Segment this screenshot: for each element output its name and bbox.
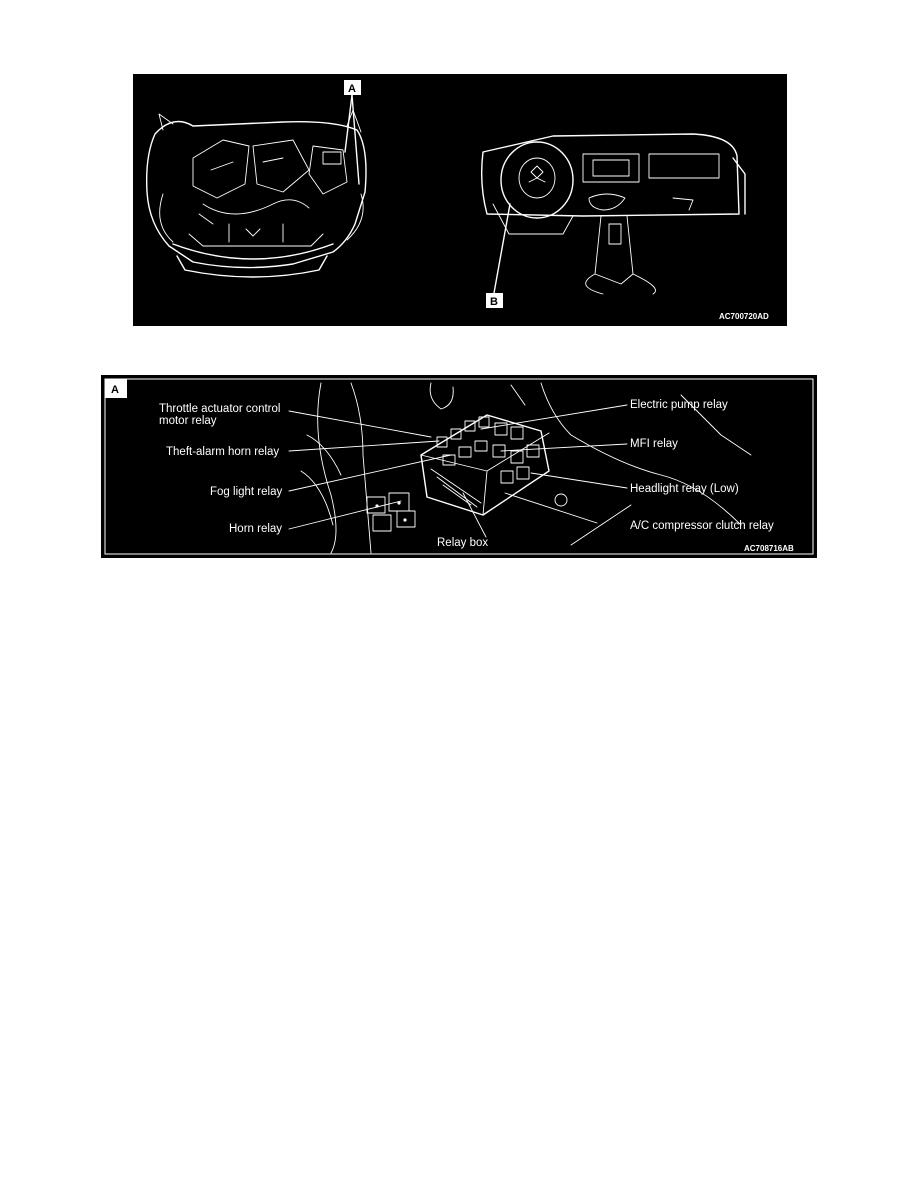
label-electric-pump-relay: Electric pump relay	[630, 399, 728, 411]
label-headlight-relay-low: Headlight relay (Low)	[630, 483, 739, 495]
label-throttle-actuator-line2: motor relay	[159, 415, 217, 427]
engine-compartment-illustration	[147, 110, 366, 277]
dashboard-illustration	[482, 134, 745, 294]
label-mfi-relay: MFI relay	[630, 438, 678, 450]
label-fog-light-relay: Fog light relay	[210, 486, 283, 498]
label-theft-alarm-horn-relay: Theft-alarm horn relay	[166, 446, 280, 458]
callout-a-detail	[105, 379, 127, 398]
label-relay-box: Relay box	[437, 537, 489, 549]
label-throttle-actuator-line1: Throttle actuator control	[159, 403, 281, 415]
callout-a-detail-label: A	[111, 384, 119, 396]
figure-code: AC700720AD	[719, 312, 769, 321]
figure-code-detail: AC708716AB	[744, 544, 794, 553]
label-horn-relay: Horn relay	[229, 523, 283, 535]
relay-box-detail-figure	[101, 375, 817, 558]
vehicle-location-figure	[133, 74, 787, 326]
label-ac-compressor-clutch-relay: A/C compressor clutch relay	[630, 520, 774, 532]
callout-b-label: B	[490, 296, 498, 308]
callout-a-label: A	[348, 83, 356, 95]
callout-b	[486, 204, 510, 308]
leader-lines-left	[289, 411, 486, 537]
